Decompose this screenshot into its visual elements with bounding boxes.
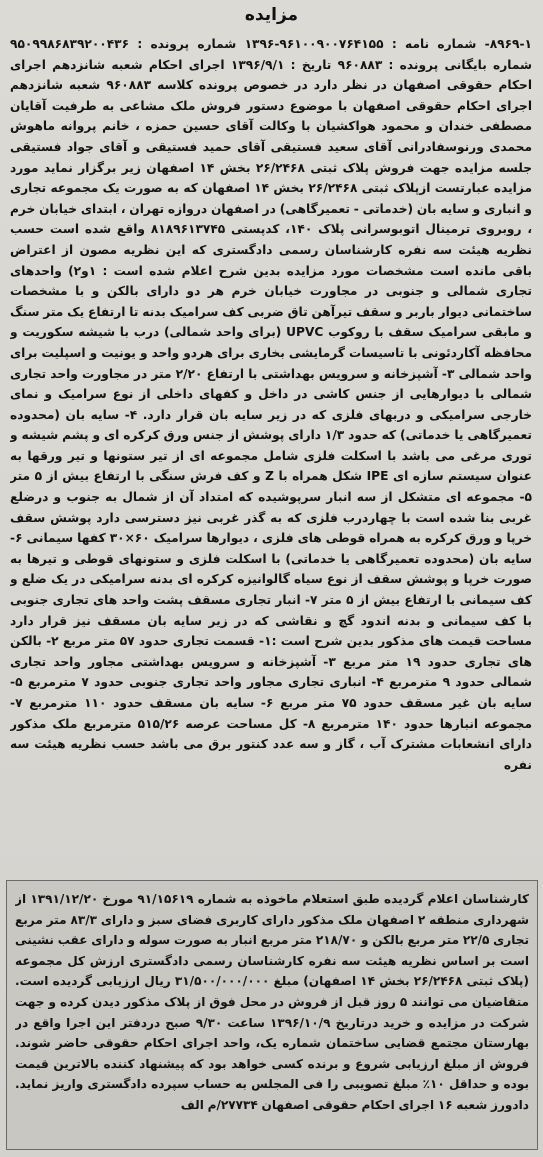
notice-title: مزایده	[244, 5, 299, 25]
notice-body: ۸۹۶۹-۱- شماره نامه : ۹۶۱۰۰۹۰۰۷۶۴۱۵۵-۱۳۹۶ شماره پرونده : ۹۵۰۹۹۸۶۸۳۹۲۰۰۴۳۶ شماره بایگانی پرونده : ۹۶۰۸۸۳ تاریخ : ۱۳۹۶/۹/۱ اجرای احکام شعبه شانزدهم اجرای احکام حقوقی اصفهان در نظر دارد در خصوص پرونده کلاسه ۹۶۰۸۸۳ شعبه شانزدهم اجرای احکام حقوقی اصفهان با موضوع دستور فروش ملک مشاعی به طرفیت آقایان مصطفی خندان و محمود هواکشیان با وکالت آقای حسین حمزه ، خانم پروانه ماهوش محمدی ورنوسفادرانی آقای سعید فستیقی آقای حمید فستیقی و آقای جواد فستیقی جلسه مزایده جهت فروش پلاک ثبتی ۲۶/۲۴۶۸ بخش ۱۴ اصفهان زیر برگزار نماید مورد مزایده عبارتست ازپلاک ثبتی ۲۶/۲۴۶۸ بخش ۱۴ اصفهان که به صورت یک مجموعه تجاری و انباری و سایه بان (خدماتی - تعمیرگاهی) در اصفهان دروازه تهران ، ابتدای خیابان خرم ، روبروی ترمینال اتوبوسرانی پلاک ۱۴۰، کدپستی ۸۱۸۹۶۱۳۷۴۵ واقع شده است حسب نظریه هیئت سه نفره کارشناسان رسمی دادگستری که این نظریه مصون از اعتراض باقی مانده است مشخصات مورد مزایده بدین شرح اعلام شده است : ۱و۲) واحدهای تجاری شمالی و جنوبی در مجاورت خیابان خرم هر دو دارای بالکن و با مشخصات ساختمانی دیوار باربر و سقف تیرآهن تاق ضربی کف سرامیک بدنه تا ارتفاع یک متر سنگ و مابقی سرامیک سقف با روکوب UPVC (برای واحد شمالی) درب با شیشه سکوریت و محافظه آکاردئونی با تاسیسات گرمایشی بخاری برای هردو واحد و یونیت و اسپلیت برای واحد شمالی ۳- آشپزخانه و سرویس بهداشتی با ارتفاع ۲/۲۰ متر در مجاورت واحد تجاری شمالی با دیوارهایی از جنس کاشی در داخل و کفهای داخلی از نوع سرامیک و نمای خارجی سرامیکی و دربهای فلزی که در زیر سایه بان قرار دارد. ۴- سایه بان (محدوده تعمیرگاهی یا خدماتی) که حدود ۱/۳ دارای پوشش از جنس ورق کرکره ای و پشم شیشه و توری مرغی می باشد با اسکلت فلزی شامل مجموعه ای از تیر ستونها و تیر ورقها به عنوان سیستم سازه ای IPE شکل همراه با Z و کف فرش سنگی با ارتفاع بیش از ۵ متر ۵- مجموعه ای متشکل از سه انبار سرپوشیده که امتداد آن از شمال به جنوب و درضلع غربی بنا شده است با چهاردرب فلزی که به گذر غربی نیز دسترسی دارد پوشش سقف خرپا و ورق کرکره به همراه قوطی های فلزی ، دیوارها سرامیک ۶۰×۳۰ کفها سیمانی ۶- سایه بان (محدوده تعمیرگاهی یا خدماتی) با اسکلت فلزی و ستونهای قوطی و تیرها به صورت خرپا و پوشش سقف از نوع سیاه گالوانیزه کرکره ای بدنه سرامیکی در یک ضلع و کف سیمانی با ارتفاع بیش از ۵ متر ۷- انبار تجاری مسقف پشت واحد های تجاری جنوبی با کف سیمانی و بدنه اندود گچ و نقاشی که در زیر سایه بان مسقف نیز قرار دارد مساحت قیمت های مذکور بدین شرح است :۱- قسمت تجاری حدود ۵۷ متر مربع ۲- بالکن های تجاری حدود ۱۹ متر مربع ۳- آشپزخانه و سرویس بهداشتی مجاور واحد تجاری شمالی حدود ۹ مترمربع ۴- انباری تجاری مجاور واحد تجاری جنوبی حدود ۷ مترمربع ۵- سایه بان غیر مسقف حدود ۷۵ متر مربع ۶- سایه بان مسقف حدود ۱۱۰ مترمربع ۷- مجموعه انبارها حدود ۱۴۰ مترمربع ۸- کل مساحت عرصه ۵۱۵/۲۶ مترمربع ملک مذکور دارای انشعابات مشترک آب ، گاز و سه عدد کنتور برق می باشد حسب نظریه هیئت سه نفره	[10, 37, 532, 772]
notice-boxed-section	[6, 880, 538, 1150]
notice-boxed-text: کارشناسان اعلام گردیده طبق استعلام ماخوذه به شماره ۹۱/۱۵۶۱۹ مورخ ۱۳۹۱/۱۲/۲۰ از شهرداری منطقه ۲ اصفهان ملک مذکور دارای کاربری فضای سبز و دارای ۸۳/۳ متر مربع تجاری ۲۲/۵ متر مربع بالکن و ۲۱۸/۷۰ متر مربع انبار به صورت سوله و دارای عقب نشینی است بر اساس نظریه هیئت سه نفره کارشناسان رسمی دادگستری ارزش کل مجموعه (پلاک ثبتی ۲۶/۲۴۶۸ بخش ۱۴ اصفهان) مبلغ ۳۱/۵۰۰/۰۰۰/۰۰۰ ریال ارزیابی گردیده است. متقاضیان می توانند ۵ روز قبل از فروش در محل فوق از پلاک مذکور دیدن کرده و جهت شرکت در مزایده و خرید درتاریخ ۱۳۹۶/۱۰/۹ ساعت ۹/۳۰ صبح دردفتر این اجرا واقع در بهارستان مجتمع قضایی ساختمان شماره یک، واحد اجرای احکام حقوقی حاضر شوند. فروش از مبلغ ارزیابی شروع و برنده کسی خواهد بود که پیشنهاد کننده بالاترین قیمت بوده و حداقل ۱۰٪ مبلغ تصویبی را فی المجلس به حساب سپرده دادگستری واریز نماید. دادورز شعبه ۱۶ اجرای احکام حقوقی اصفهان ۲۷۷۳۴/م الف	[15, 892, 529, 1112]
